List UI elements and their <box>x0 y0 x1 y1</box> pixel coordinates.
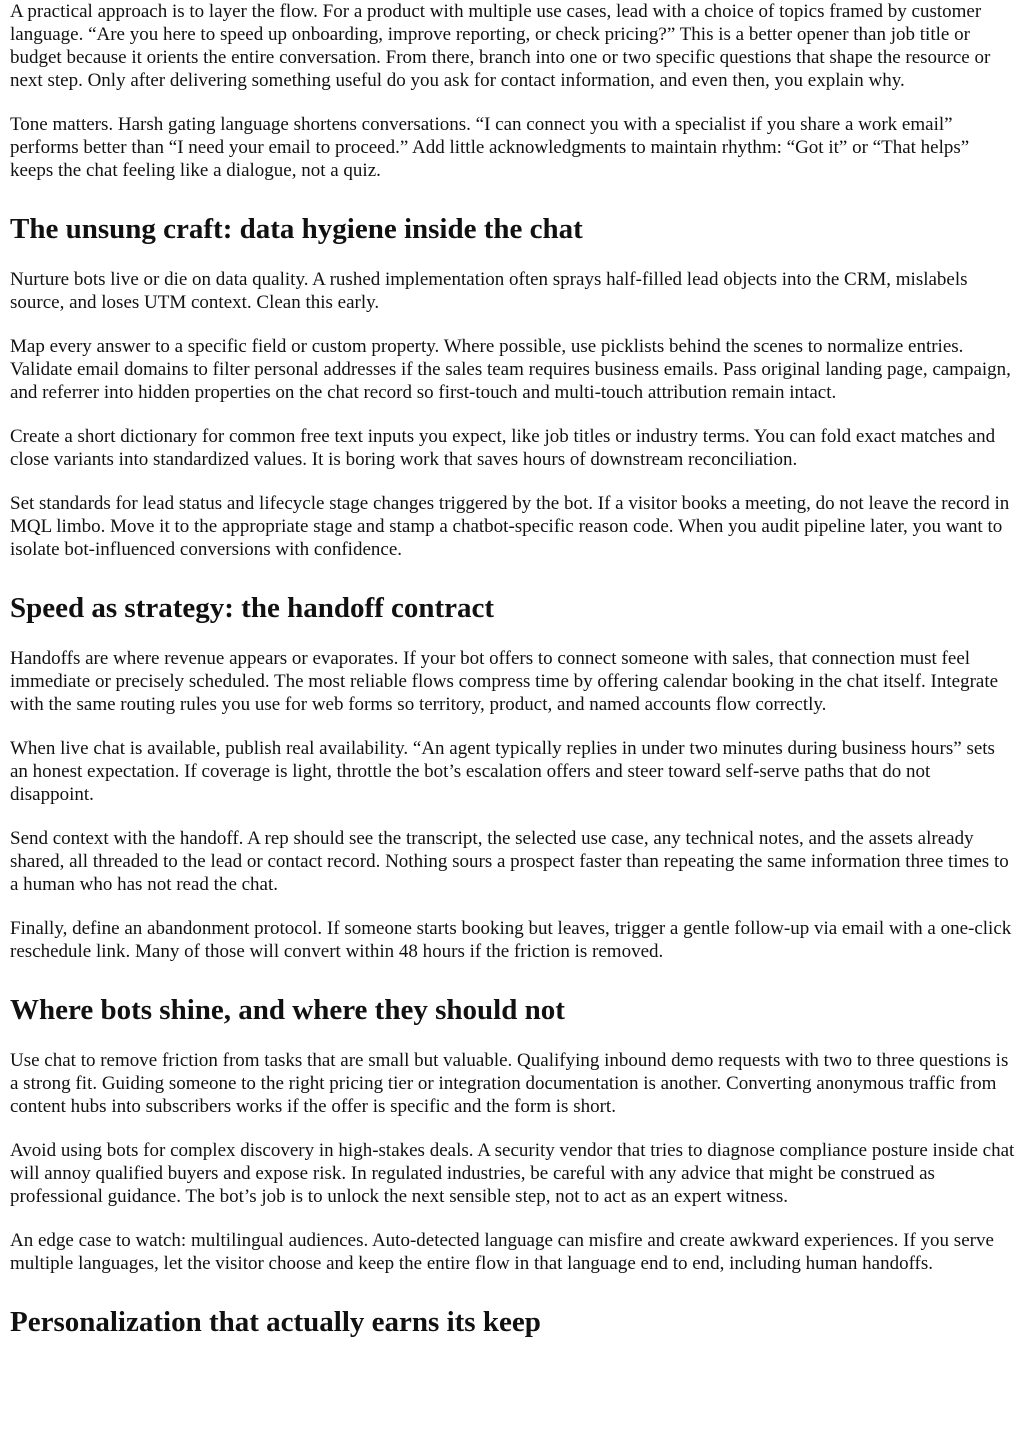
section-heading: Speed as strategy: the handoff contract <box>10 592 495 624</box>
paragraph: A practical approach is to layer the flow. For a product with multiple use cases, lead with a choice of topics framed by customer language. “Are you here to speed up onboarding, improve reporting, or check pricing?” This is a better opener than job title or budget because it orients the entire conversation. From there, branch into one or two specific questions that shape the resource or next step. Only after delivering something useful do you ask for contact information, and even then, you explain why. <box>10 1 991 91</box>
paragraph: Send context with the handoff. A rep should see the transcript, the selected use case, any technical notes, and the assets already shared, all threaded to the lead or contact record. Nothing sours a prospect faster than repeating the same information three times to a human who has not read the chat. <box>10 828 1009 895</box>
paragraph: Tone matters. Harsh gating language shortens conversations. “I can connect you with a specialist if you share a work email” performs better than “I need your email to proceed.” Add little acknowledgments to maintain rhythm: “Got it” or “That helps” keeps the chat feeling like a dialogue, not a quiz. <box>10 114 970 181</box>
paragraph: Create a short dictionary for common free text inputs you expect, like job titles or industry terms. You can fold exact matches and close variants into standardized values. It is boring work that saves hours of downstream reconciliation. <box>10 426 996 470</box>
article-sections <box>10 212 1016 1339</box>
paragraph: Finally, define an abandonment protocol. If someone starts booking but leaves, trigger a gentle follow-up via email with a one-click reschedule link. Many of those will convert within 48 hours if the friction is removed. <box>10 918 1012 962</box>
section-heading: The unsung craft: data hygiene inside the chat <box>10 213 583 245</box>
paragraph: Use chat to remove friction from tasks that are small but valuable. Qualifying inbound demo requests with two to three questions is a strong fit. Guiding someone to the right pricing tier or integration documentation is another. Converting anonymous traffic from content hubs into subscribers works if the offer is specific and the form is short. <box>10 1050 1009 1117</box>
section-heading: Personalization that actually earns its keep <box>10 1306 541 1338</box>
section-heading: Where bots shine, and where they should not <box>10 994 565 1026</box>
paragraph: Set standards for lead status and lifecycle stage changes triggered by the bot. If a visitor books a meeting, do not leave the record in MQL limbo. Move it to the appropriate stage and stamp a chatbot-specific reason code. When you audit pipeline later, you want to isolate bot-influenced conversions with confidence. <box>10 493 1010 560</box>
paragraph: Avoid using bots for complex discovery in high-stakes deals. A security vendor that tries to diagnose compliance posture inside chat will annoy qualified buyers and expose risk. In regulated industries, be careful with any advice that might be construed as professional guidance. The bot’s job is to unlock the next sensible step, not to act as an expert witness. <box>10 1140 1015 1207</box>
paragraph: When live chat is available, publish real availability. “An agent typically replies in under two minutes during business hours” sets an honest expectation. If coverage is light, throttle the bot’s escalation offers and steer toward self-serve paths that do not disappoint. <box>10 738 995 805</box>
paragraph: An edge case to watch: multilingual audiences. Auto-detected language can misfire and create awkward experiences. If you serve multiple languages, let the visitor choose and keep the entire flow in that language end to end, including human handoffs. <box>10 1230 994 1274</box>
paragraph: Nurture bots live or die on data quality. A rushed implementation often sprays half-filled lead objects into the CRM, mislabels source, and loses UTM context. Clean this early. <box>10 269 968 313</box>
paragraph: Handoffs are where revenue appears or evaporates. If your bot offers to connect someone with sales, that connection must feel immediate or precisely scheduled. The most reliable flows compress time by offering calendar booking in the chat itself. Integrate with the same routing rules you use for web forms so territory, product, and named accounts flow correctly. <box>10 648 999 715</box>
paragraph: Map every answer to a specific field or custom property. Where possible, use picklists behind the scenes to normalize entries. Validate email domains to filter personal addresses if the sales team requires business emails. Pass original landing page, campaign, and referrer into hidden properties on the chat record so first-touch and multi-touch attribution remain intact. <box>10 336 1011 403</box>
